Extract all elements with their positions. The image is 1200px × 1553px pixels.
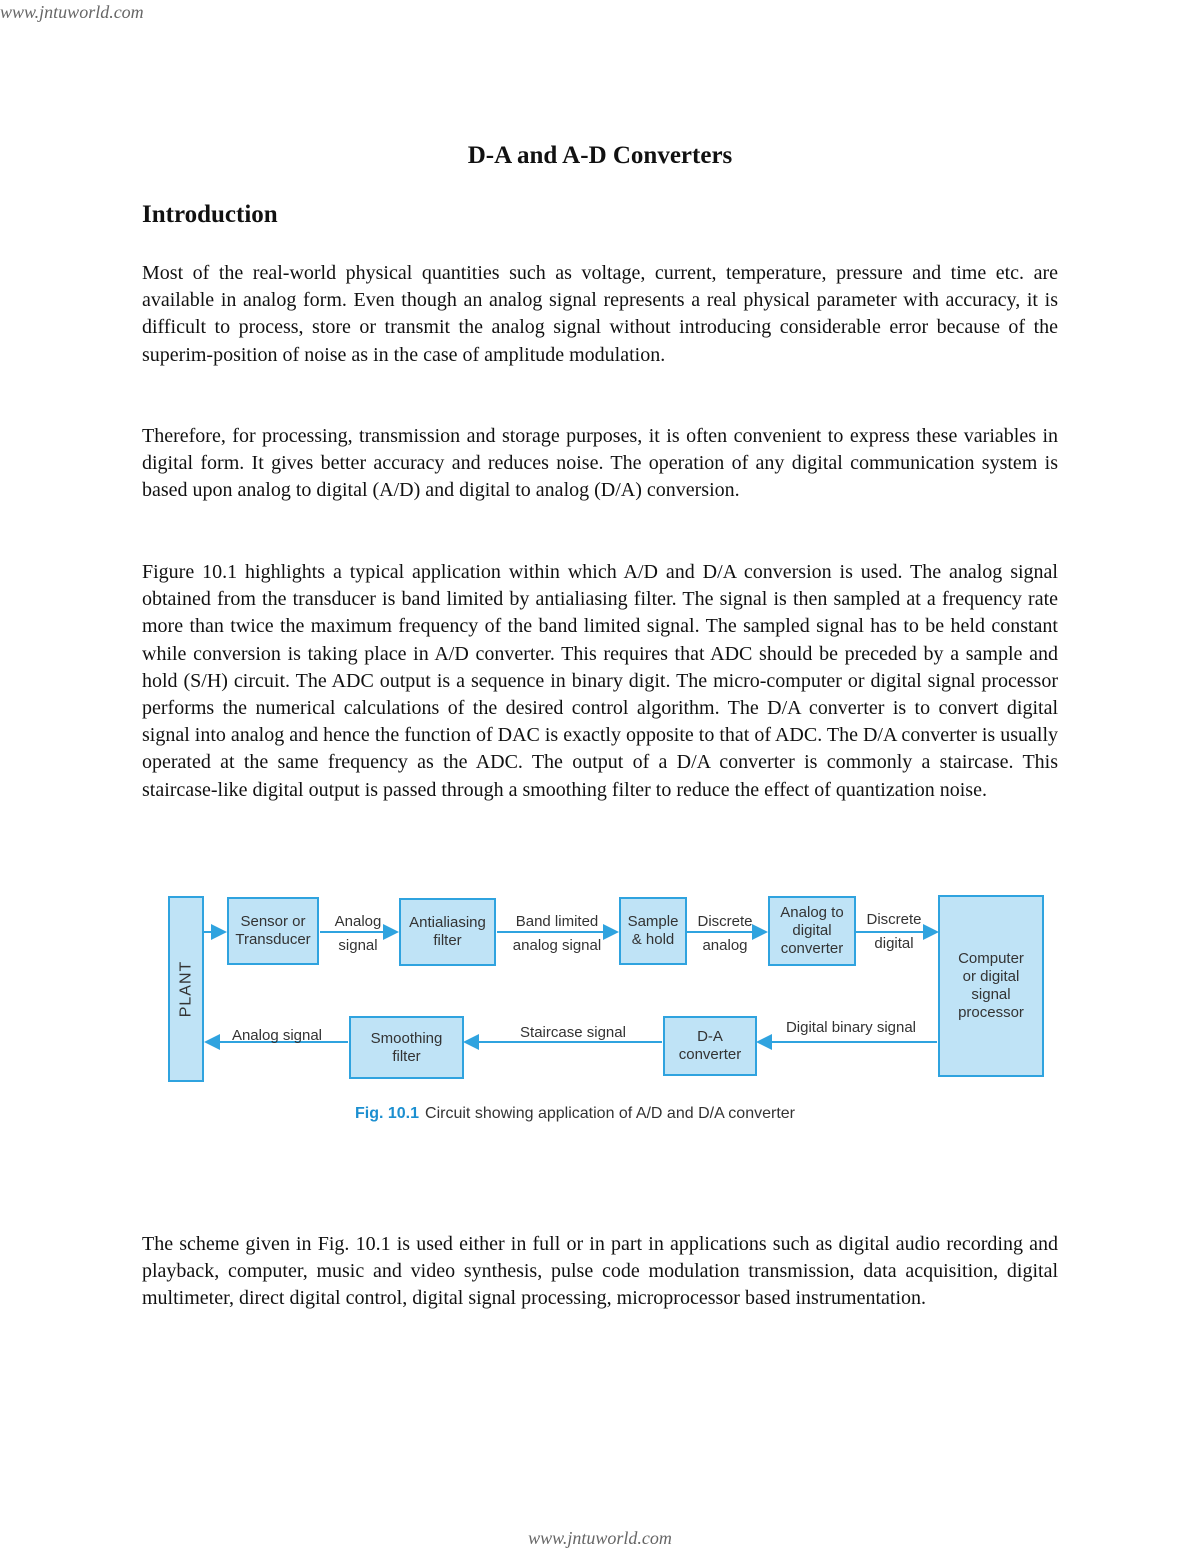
paragraph-4: The scheme given in Fig. 10.1 is used either in full or in part in applications such as digital audio recording and playback, computer, music and video synthesis, pulse code modulation transmission, data acquisition, digital multimeter, direct digital control, digital signal processing, microprocessor based instrumentation. [142, 1233, 1058, 1310]
figure-caption [355, 1105, 795, 1123]
figure-caption-text: Circuit showing application of A/D and D/A converter [425, 1105, 795, 1122]
signal-label-analog-signal: Analog signal [334, 913, 382, 954]
watermark-top: www.jntuworld.com [0, 2, 144, 22]
computer-dsp-block: Computer or digital signal processor [938, 895, 1044, 1077]
sensor-transducer-block: Sensor or Transducer [227, 897, 319, 965]
plant-label: PLANT [177, 960, 195, 1018]
signal-label-staircase: Staircase signal [520, 1024, 626, 1041]
signal-label-analog-output: Analog signal [231, 1027, 323, 1044]
document-title: D-A and A-D Converters [467, 142, 733, 169]
figure-10-1-block-diagram [165, 890, 1050, 1090]
paragraph-3: Figure 10.1 highlights a typical application within which A/D and D/A conversion is used. The analog signal obtained from the transducer is band limited by antialiasing filter. The signal is then sampled at a frequency rate more than twice the maximum frequency of the band limited signal. The sampled signal has to be held constant while conversion is taking place in A/D converter. This requires that ADC should be preceded by a sample and hold (S/H) circuit. The ADC output is a sequence in binary digit. The micro-computer or digital signal processor performs the numerical calculations of the desired control algorithm. The D/A converter is to convert digital signal into analog and hence the function of DAC is exactly opposite to that of ADC. The D/A converter is usually operated at the same frequency as the ADC. The output of a D/A converter is commonly a staircase. This staircase-like digital output is passed through a smoothing filter to reduce the effect of quantization noise. [142, 561, 1058, 801]
signal-label-band-limited: Band limited analog signal [512, 913, 602, 954]
antialiasing-filter-block: Antialiasing filter [399, 898, 496, 966]
signal-label-digital-binary: Digital binary signal [785, 1019, 917, 1036]
figure-caption-label: Fig. 10.1 [355, 1105, 420, 1122]
signal-label-discrete-analog: Discrete analog [697, 913, 753, 954]
sample-hold-block: Sample & hold [619, 897, 687, 965]
dac-block: D-A converter [663, 1016, 757, 1076]
paragraph-2: Therefore, for processing, transmission and storage purposes, it is often convenient to express these variables in digital form. It gives better accuracy and reduces noise. The operation of any digital communication system is based upon analog to digital (A/D) and digital to analog (D/A) conversion. [142, 425, 1058, 502]
signal-label-discrete-digital: Discrete digital [866, 911, 922, 952]
adc-block: Analog to digital converter [768, 896, 856, 966]
watermark-bottom: www.jntuworld.com [528, 1528, 672, 1548]
paragraph-1: Most of the real-world physical quantities such as voltage, current, temperature, pressure and time etc. are available in analog form. Even though an analog signal represents a real physical parameter with accuracy, it is difficult to process, store or transmit the analog signal without introducing considerable error because of the superim-position of noise as in the case of amplitude modulation. [142, 262, 1058, 366]
plant-block [168, 896, 204, 1082]
section-heading-introduction: Introduction [142, 201, 278, 228]
smoothing-filter-block: Smoothing filter [349, 1016, 464, 1079]
